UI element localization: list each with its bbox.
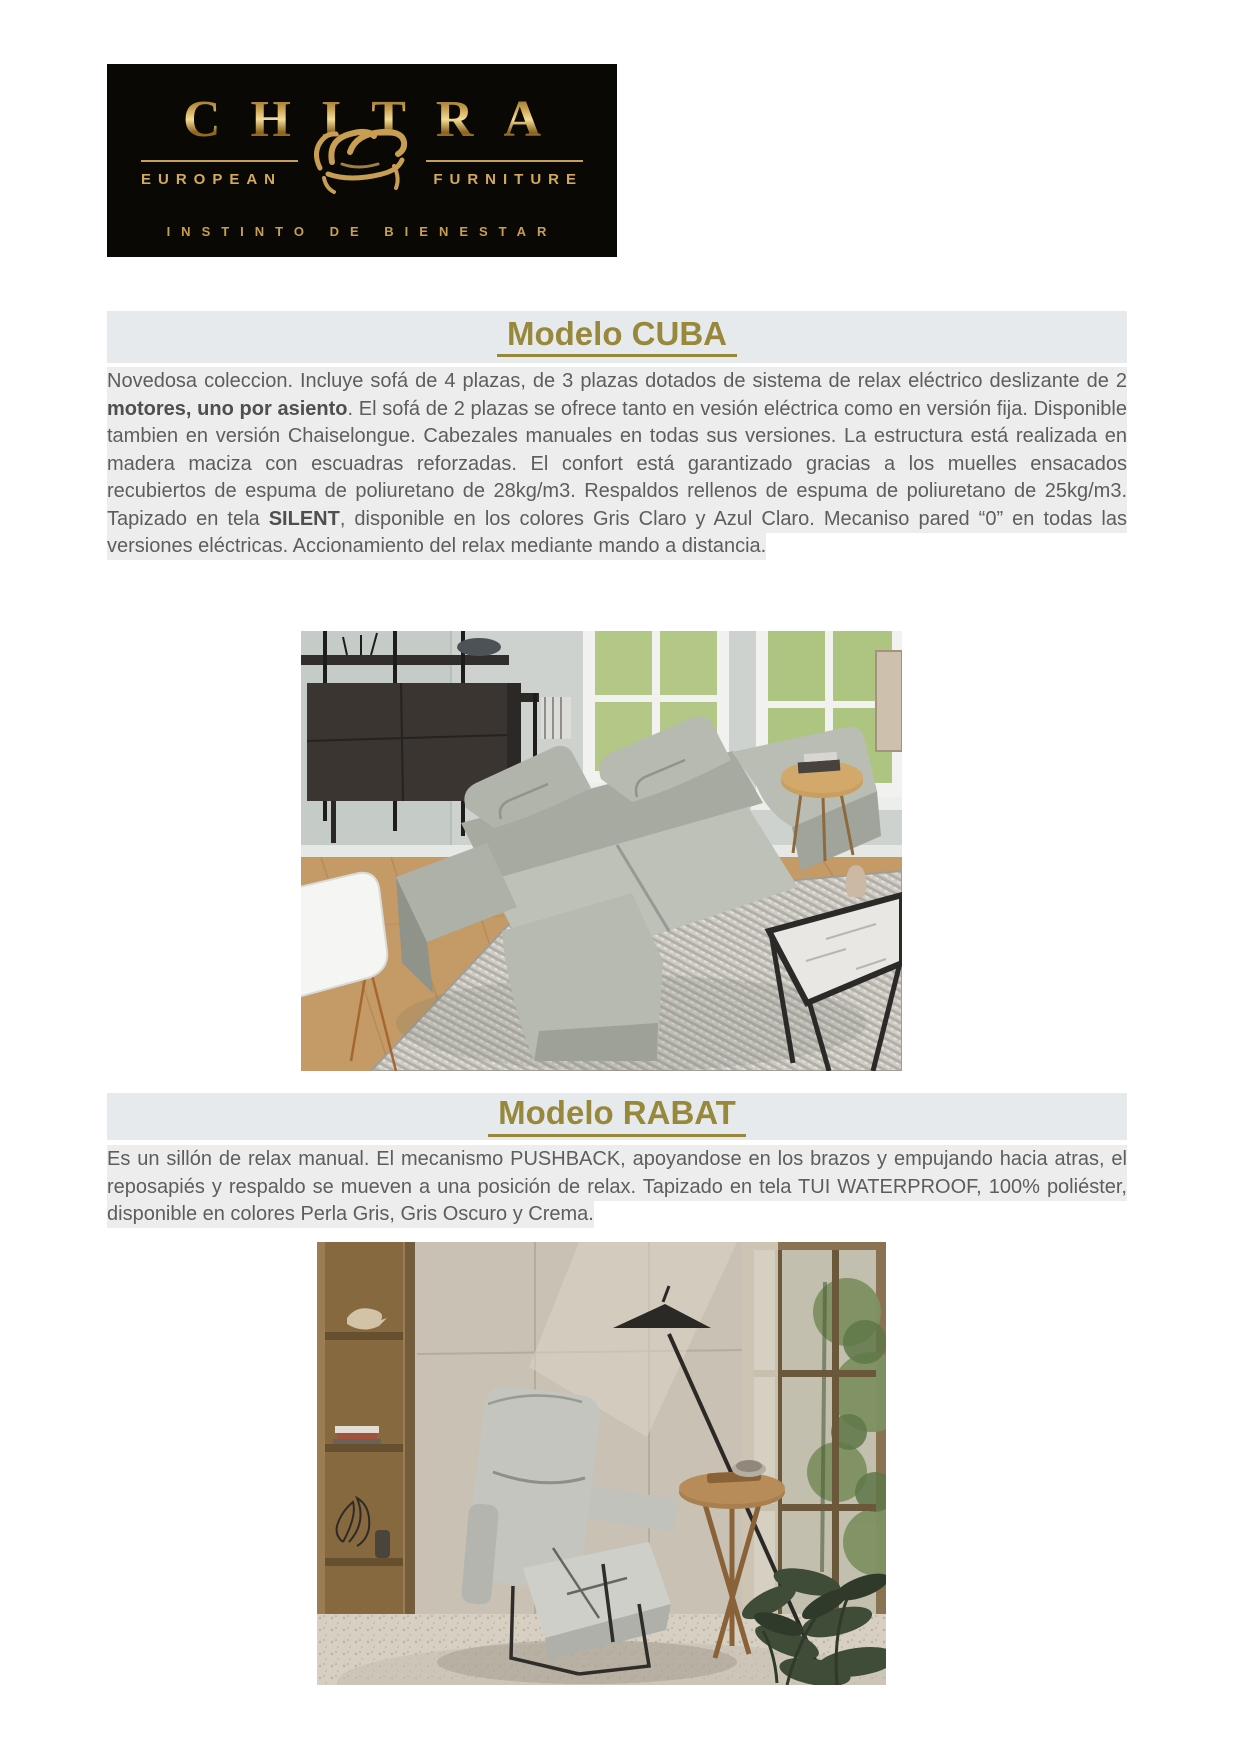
chitra-logo — [107, 64, 617, 257]
sofa-sketch-icon — [298, 122, 426, 206]
logo-middle-row — [141, 160, 583, 206]
paragraph-segment: Novedosa coleccion. Incluye sofá de 4 plazas, de 3 plazas dotados de sistema de relax eléctrico deslizante de 2 — [107, 367, 1127, 395]
cuba-sofa-room-photo — [301, 631, 902, 1071]
section-header-rabat — [107, 1093, 1127, 1140]
paragraph-bold-segment: motores, uno por asiento — [107, 395, 347, 423]
paragraph-segment: Es un sillón de relax manual. El mecanismo PUSHBACK, apoyandose en los brazos y empujando hacia atras, el reposapiés y respaldo se mueven a una posición de relax. Tapizado en tela TUI WATERPROOF, 100% poliéster, disponible en colores Perla Gris, Gris Oscuro y Crema. — [107, 1145, 1127, 1228]
logo-word-furniture: FURNITURE — [426, 160, 583, 188]
section-header-cuba — [107, 311, 1127, 363]
logo-word-european: EUROPEAN — [141, 160, 298, 188]
paragraph-segment: , disponible en los colores Gris Claro y Azul Claro. Mecaniso pared “0” en todas las versiones eléctricas. Accionamiento del relax mediante mando a distancia. — [107, 505, 1127, 561]
cuba-description — [107, 368, 1127, 561]
logo-tagline: INSTINTO DE BIENESTAR — [166, 224, 558, 239]
section-title-rabat: Modelo RABAT — [488, 1096, 746, 1137]
paragraph-bold-segment: SILENT — [269, 505, 340, 533]
brand-name: CHITRA — [107, 90, 617, 149]
section-title-cuba: Modelo CUBA — [497, 317, 737, 358]
paragraph-segment: . El sofá de 2 plazas se ofrece tanto en vesión eléctrica como en versión fija. Disponible tambien en versión Chaiselongue. Cabezales manuales en todas sus versiones. La estructura está realizada en madera maciza con escuadras reforzadas. El confort está garantizado gracias a los muelles ensacados recubiertos de espuma de poliuretano de 28kg/m3. Respaldos rellenos de espuma de poliuretano de 25kg/m3. Tapizado en tela — [107, 395, 1127, 533]
rabat-armchair-room-photo — [317, 1242, 886, 1685]
rabat-description — [107, 1146, 1127, 1229]
